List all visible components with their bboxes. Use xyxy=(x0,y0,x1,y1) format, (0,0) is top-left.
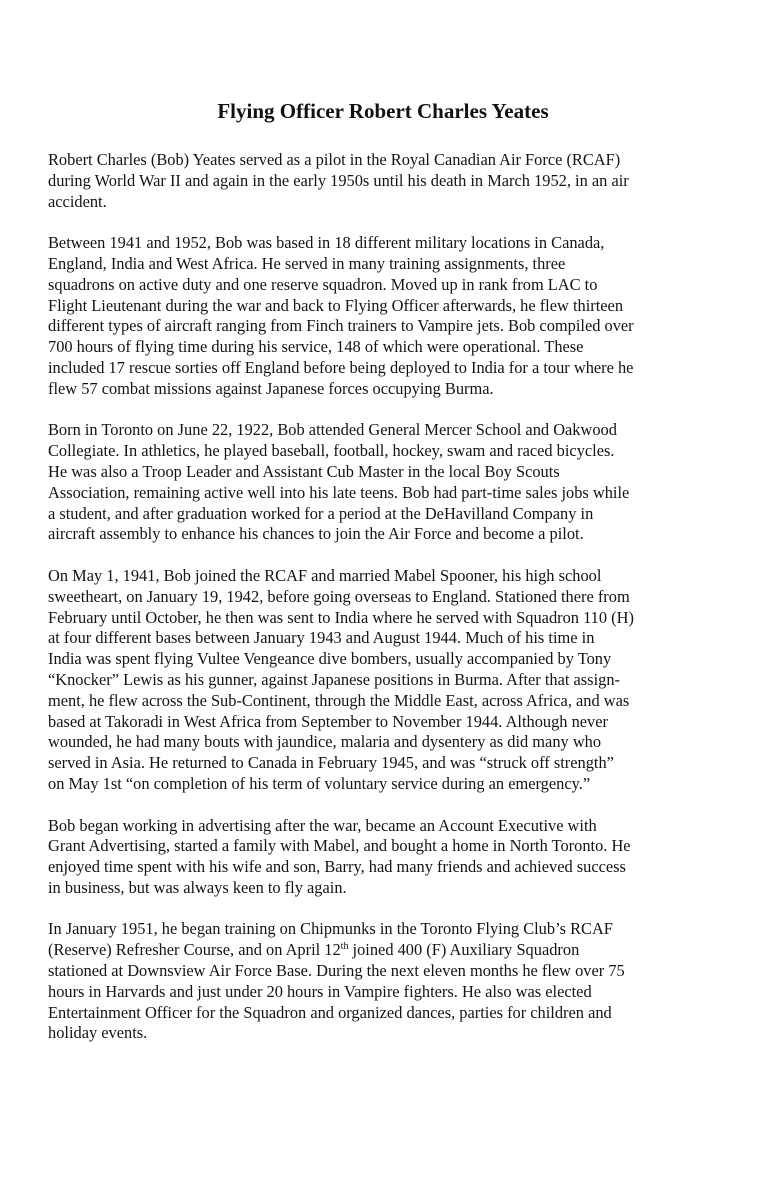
text-line: on May 1st “on completion of his term of voluntary service during an emergency.” xyxy=(48,773,591,793)
text-line: based at Takoradi in West Africa from September to November 1944. Although never xyxy=(48,711,608,731)
text-line: wounded, he had many bouts with jaundice, malaria and dysentery as did many who xyxy=(48,732,602,752)
text-line: 700 hours of flying time during his service, 148 of which were operational. These xyxy=(48,337,584,357)
text-line: India was spent flying Vultee Vengeance dive bombers, usually accompanied by Tony xyxy=(48,649,612,669)
text-segment: joined 400 (F) Auxiliary Squadron xyxy=(348,940,580,960)
document-body xyxy=(48,150,720,1065)
text-line: aircraft assembly to enhance his chances to join the Air Force and become a pilot. xyxy=(48,524,584,544)
paragraph xyxy=(48,816,720,899)
text-line: On May 1, 1941, Bob joined the RCAF and married Mabel Spooner, his high school xyxy=(48,565,602,585)
text-line: ment, he flew across the Sub-Continent, through the Middle East, across Africa, and was xyxy=(48,690,630,710)
text-line: holiday events. xyxy=(48,1023,148,1043)
text-line: He was also a Troop Leader and Assistant Cub Master in the local Boy Scouts xyxy=(48,461,560,481)
paragraph xyxy=(48,420,720,545)
text-line: Entertainment Officer for the Squadron and organized dances, parties for children and xyxy=(48,1002,612,1022)
text-line: In January 1951, he began training on Chipmunks in the Toronto Flying Club’s RCAF xyxy=(48,919,613,939)
paragraph-list xyxy=(48,150,720,899)
page-title: Flying Officer Robert Charles Yeates xyxy=(217,99,549,123)
text-line: hours in Harvards and just under 20 hours in Vampire fighters. He also was elected xyxy=(48,981,592,1001)
text-line: stationed at Downsview Air Force Base. During the next eleven months he flew over 75 xyxy=(48,961,625,981)
text-line: Flight Lieutenant during the war and back to Flying Officer afterwards, he flew thirteen xyxy=(48,295,624,315)
text-line: flew 57 combat missions against Japanese forces occupying Burma. xyxy=(48,378,494,398)
text-line: February until October, he then was sent to India where he served with Squadron 110 (H) xyxy=(48,607,634,627)
text-line: England, India and West Africa. He served in many training assignments, three xyxy=(48,253,566,273)
text-line: Association, remaining active well into his late teens. Bob had part-time sales jobs while xyxy=(48,482,630,502)
paragraph xyxy=(48,919,720,1044)
text-line: during World War II and again in the early 1950s until his death in March 1952, in an air xyxy=(48,170,629,190)
text-line: included 17 rescue sorties off England before being deployed to India for a tour where he xyxy=(48,357,634,377)
paragraph xyxy=(48,233,720,399)
text-line: enjoyed time spent with his wife and son, Barry, had many friends and achieved success xyxy=(48,857,626,877)
text-line: sweetheart, on January 19, 1942, before going overseas to England. Stationed there from xyxy=(48,586,630,606)
superscript: th xyxy=(340,941,349,953)
paragraph xyxy=(48,566,720,795)
text-line: “Knocker” Lewis as his gunner, against Japanese positions in Burma. After that assign- xyxy=(48,669,620,689)
paragraph xyxy=(48,150,720,212)
text-line: a student, and after graduation worked for a period at the DeHavilland Company in xyxy=(48,503,594,523)
text-line xyxy=(48,940,720,961)
text-line: Between 1941 and 1952, Bob was based in 18 different military locations in Canada, xyxy=(48,233,605,253)
text-line: served in Asia. He returned to Canada in February 1945, and was “struck off strength” xyxy=(48,753,614,773)
text-line: Robert Charles (Bob) Yeates served as a pilot in the Royal Canadian Air Force (RCAF) xyxy=(48,150,621,169)
text-segment: (Reserve) Refresher Course, and on April 12 xyxy=(48,940,341,960)
text-line: Bob began working in advertising after the war, became an Account Executive with xyxy=(48,815,597,835)
text-line: different types of aircraft ranging from Finch trainers to Vampire jets. Bob compiled over xyxy=(48,316,634,336)
text-line: accident. xyxy=(48,191,107,211)
text-line: in business, but was always keen to fly again. xyxy=(48,877,347,897)
text-line: at four different bases between January 1943 and August 1944. Much of his time in xyxy=(48,628,595,648)
text-line: Born in Toronto on June 22, 1922, Bob attended General Mercer School and Oakwood xyxy=(48,420,617,440)
text-line: Collegiate. In athletics, he played baseball, football, hockey, swam and raced bicycles. xyxy=(48,441,615,461)
text-line: squadrons on active duty and one reserve squadron. Moved up in rank from LAC to xyxy=(48,274,598,294)
text-line: Grant Advertising, started a family with Mabel, and bought a home in North Toronto. He xyxy=(48,836,631,856)
